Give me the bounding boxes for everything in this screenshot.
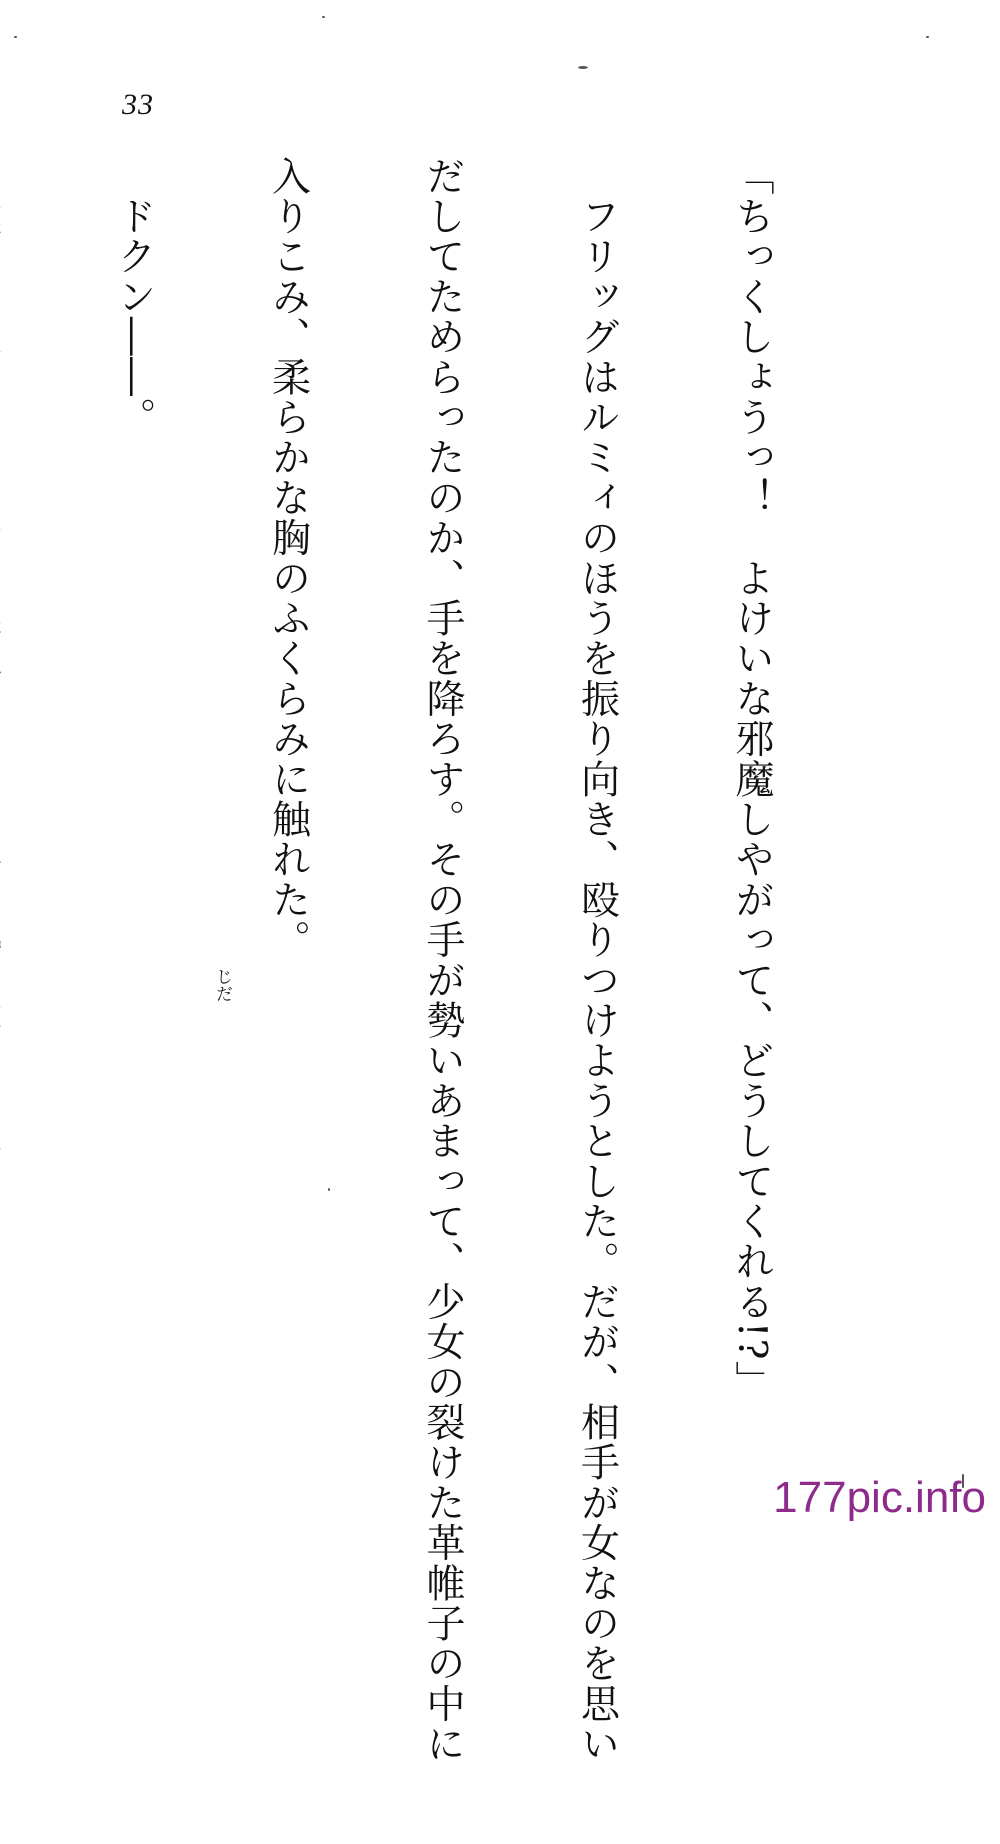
text-line-4: 入りこみ、柔らかな胸のふくらみに触れた。: [265, 156, 311, 960]
scan-speck: [926, 36, 929, 38]
text-line-6: [0, 156, 5, 1456]
text-line-1: 「ちっくしょうっ！ よけいな邪魔しやがって、どうしてくれる!?」: [729, 156, 774, 1401]
ruby-jida: じだ: [212, 968, 232, 1002]
page-number: 33: [122, 88, 154, 121]
text-line-3: だしてためらったのか、手を降ろす。その手が勢いあまって、少女の裂けた革帷子の中に: [420, 156, 465, 1764]
scan-speck: [328, 1188, 330, 1191]
scan-speck: [578, 66, 588, 69]
scan-speck: [14, 36, 17, 38]
scan-speck: [322, 16, 325, 18]
text-line-5: ドクン――。: [111, 156, 156, 438]
watermark-text: 177pic.info: [773, 1473, 986, 1522]
text-line-2: フリッグはルミィのほうを振り向き、殴りつけようとした。だが、相手が女なのを思い: [574, 156, 620, 1764]
